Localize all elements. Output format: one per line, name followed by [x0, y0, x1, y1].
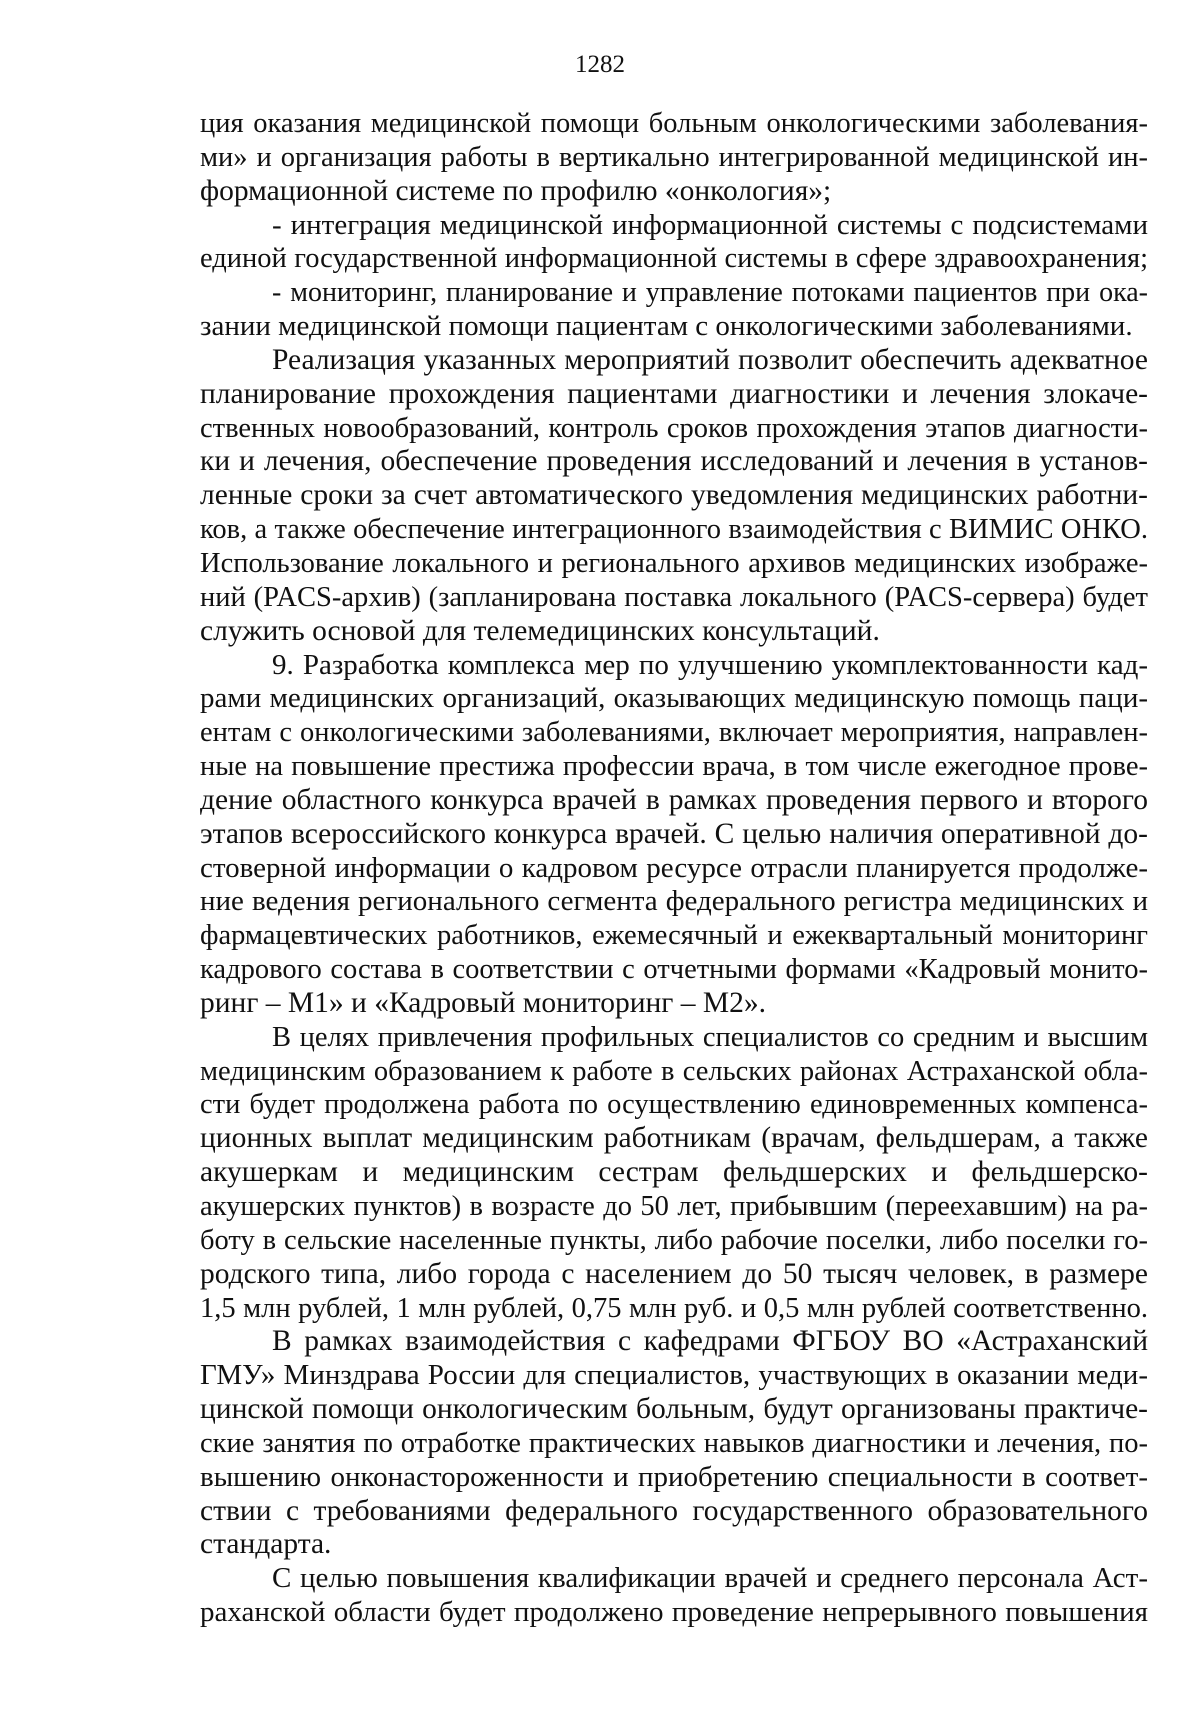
text-line: стоверной информации о кадровом ресурсе отрасли планируется продолже- [200, 851, 1148, 884]
text-line: 9. Разработка комплекса мер по улучшению укомплектованности кад- [272, 648, 1148, 681]
text-line: - мониторинг, планирование и управление потоками пациентов при ока- [272, 277, 1148, 309]
text-line: медицинским образованием к работе в сельских районах Астраханской обла- [200, 1055, 1148, 1087]
text-line: С целью повышения квалификации врачей и среднего персонала Аст- [272, 1562, 1148, 1595]
text-line: ские занятия по отработке практических навыков диагностики и лечения, по- [200, 1427, 1148, 1459]
text-line: ентам с онкологическими заболеваниями, включает мероприятия, направлен- [200, 717, 1148, 749]
text-line: ГМУ» Минздрава России для специалистов, участвующих в оказании меди- [200, 1359, 1148, 1392]
text-line: акушеркам и медицинским сестрам фельдшерских и фельдшерско- [200, 1156, 1148, 1189]
text-line: ний (PACS-архив) (запланирована поставка локального (PACS-сервера) будет [200, 581, 1148, 613]
text-line: этапов всероссийского конкурса врачей. С целью наличия оперативной до- [200, 817, 1148, 850]
text-line: боту в сельские населенные пункты, либо рабочие поселки, либо поселки го- [200, 1224, 1148, 1256]
text-line: планирование прохождения пациентами диагностики и лечения злокаче- [200, 377, 1148, 410]
text-line: цинской помощи онкологическим больным, будут организованы практиче- [200, 1393, 1148, 1426]
text-line: В рамках взаимодействия с кафедрами ФГБОУ ВО «Астраханский [272, 1325, 1148, 1358]
text-line: единой государственной информационной системы в сфере здравоохранения; [200, 243, 1148, 275]
page-number: 1282 [575, 51, 625, 78]
text-line: акушерских пунктов) в возрасте до 50 лет, прибывшим (переехавшим) на ра- [200, 1191, 1148, 1222]
text-line: ми» и организация работы в вертикально интегрированной медицинской ин- [200, 141, 1148, 173]
text-line: ков, а также обеспечение интеграционного взаимодействия с ВИМИС ОНКО. [200, 514, 1148, 546]
text-line: стандарта. [200, 1528, 332, 1561]
text-line: - интеграция медицинской информационной системы с подсистемами [272, 208, 1148, 241]
text-line: раханской области будет продолжено проведение непрерывного повышения [200, 1596, 1148, 1629]
text-line: ционных выплат медицинским работникам (врачам, фельдшерам, а также [200, 1122, 1148, 1155]
text-line: сти будет продолжена работа по осуществлению единовременных компенса- [200, 1089, 1148, 1121]
text-line: рами медицинских организаций, оказывающих медицинскую помощь паци- [200, 682, 1148, 715]
text-line: ция оказания медицинской помощи больным онкологическими заболевания- [200, 108, 1148, 139]
text-line: кадрового состава в соответствии с отчетными формами «Кадровый монито- [200, 954, 1148, 986]
text-line: Реализация указанных мероприятий позволит обеспечить адекватное [272, 343, 1148, 376]
text-line: ствии с требованиями федерального государственного образовательного [200, 1494, 1148, 1527]
text-line: ные на повышение престижа профессии врача, в том числе ежегодное прове- [200, 751, 1148, 783]
text-line: Использование локального и регионального архивов медицинских изображе- [200, 547, 1148, 579]
text-line: ринг – М1» и «Кадровый мониторинг – М2». [200, 986, 767, 1019]
text-line: ственных новообразований, контроль сроков прохождения этапов диагности- [200, 412, 1148, 444]
text-line: ленные сроки за счет автоматического уведомления медицинских работни- [200, 479, 1148, 512]
text-line: служить основой для телемедицинских консультаций. [200, 614, 880, 647]
text-line: зании медицинской помощи пациентам с онкологическими заболеваниями. [200, 310, 1133, 343]
text-line: родского типа, либо города с населением до 50 тысяч человек, в размере [200, 1257, 1148, 1290]
text-line: 1,5 млн рублей, 1 млн рублей, 0,75 млн руб. и 0,5 млн рублей соответственно. [200, 1292, 1148, 1324]
text-line: В целях привлечения профильных специалистов со средним и высшим [272, 1021, 1148, 1053]
text-line: фармацевтических работников, ежемесячный и ежеквартальный мониторинг [200, 920, 1148, 952]
text-line: дение областного конкурса врачей в рамках проведения первого и второго [200, 783, 1148, 816]
body-text [200, 107, 1148, 1630]
text-line: вышению онконастороженности и приобретению специальности в соответ- [200, 1460, 1148, 1493]
text-line: ние ведения регионального сегмента федерального регистра медицинских и [200, 885, 1148, 918]
text-line: ки и лечения, обеспечение проведения исследований и лечения в установ- [200, 445, 1148, 478]
text-line: формационной системе по профилю «онкология»; [200, 174, 832, 207]
